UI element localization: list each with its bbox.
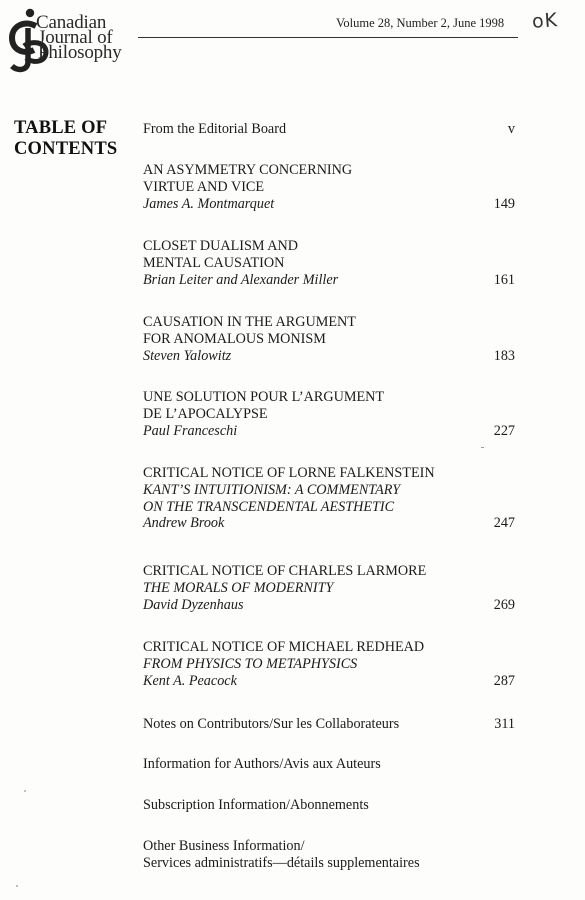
entry-title: UNE SOLUTION POUR L’ARGUMENT [143,389,385,405]
toc-entry-editorial[interactable] [143,121,523,138]
entry-title: CRITICAL NOTICE OF CHARLES LARMORE [143,563,427,579]
toc-entry-article[interactable] [143,238,523,288]
journal-name [36,12,122,63]
entry-book-title: ON THE TRANSCENDENTAL AESTHETIC [143,498,395,515]
journal-name-line: Philosophy [38,42,122,63]
print-mark [481,447,484,448]
page-number: 269 [493,596,515,613]
toc-entry-critical-notice[interactable] [143,465,523,532]
entry-author: James A. Montmarquet [143,195,275,212]
entry-book-title: FROM PHYSICS TO METAPHYSICS [143,655,358,672]
entry-title: CLOSET DUALISM AND [143,238,299,254]
entry-title: DE L’APOCALYPSE [143,405,268,422]
entry-title: CAUSATION IN THE ARGUMENT [143,314,356,330]
issue-info: Volume 28, Number 2, June 1998 [336,16,505,30]
entry-author: Brian Leiter and Alexander Miller [143,271,339,288]
journal-name-line: Journal of [38,27,113,48]
scan-speck [24,790,26,792]
toc-entry-back-matter[interactable] [143,838,523,872]
toc-entry-critical-notice[interactable] [143,563,523,613]
entry-title: Other Business Information/ [143,838,305,854]
scan-speck [16,885,18,887]
journal-name-line: Canadian [36,12,107,33]
page-number: v [507,121,515,137]
page-number: 149 [493,195,515,212]
toc-heading [14,118,117,160]
entry-author: Andrew Brook [143,515,225,532]
entry-title: FOR ANOMALOUS MONISM [143,330,326,347]
entry-title: CRITICAL NOTICE OF LORNE FALKENSTEIN [143,465,435,481]
toc-entry-article[interactable] [143,314,523,364]
journal-logo [6,6,156,76]
entry-title: Subscription Information/Abonnements [143,797,369,813]
toc-entry-critical-notice[interactable] [143,639,523,689]
entry-title: Services administratifs—détails supplementaires [143,854,420,871]
toc-entry-back-matter[interactable] [143,716,523,733]
page-number: 161 [493,271,515,288]
toc-entry-article[interactable] [143,162,523,212]
entry-author: Kent A. Peacock [143,672,237,689]
page-number: 287 [493,672,515,689]
toc-heading-line: CONTENTS [14,139,118,159]
page-number: 227 [493,422,515,439]
header-rule [138,37,518,38]
entry-title: VIRTUE AND VICE [143,178,265,195]
handwritten-annotation: oK [531,9,559,33]
entry-title: AN ASYMMETRY CONCERNING [143,162,353,178]
entry-title: MENTAL CAUSATION [143,254,285,271]
page-number: 311 [494,716,515,732]
entry-author: Paul Franceschi [143,422,238,439]
toc-heading-line: TABLE OF [14,118,108,138]
page-number: 183 [493,347,515,364]
page-number: 247 [493,515,515,532]
entry-book-title: KANT’S INTUITIONISM: A COMMENTARY [143,481,401,498]
toc-entry-back-matter[interactable] [143,797,523,814]
entry-book-title: THE MORALS OF MODERNITY [143,579,334,596]
toc-entry-back-matter[interactable] [143,756,523,773]
entry-title: Information for Authors/Avis aux Auteurs [143,756,381,772]
entry-title: CRITICAL NOTICE OF MICHAEL REDHEAD [143,639,425,655]
entry-author: Steven Yalowitz [143,347,232,364]
entry-author: David Dyzenhaus [143,596,244,613]
entry-title: From the Editorial Board [143,121,287,137]
toc-entry-article[interactable] [143,389,523,439]
entry-title: Notes on Contributors/Sur les Collaborateurs [143,716,400,732]
